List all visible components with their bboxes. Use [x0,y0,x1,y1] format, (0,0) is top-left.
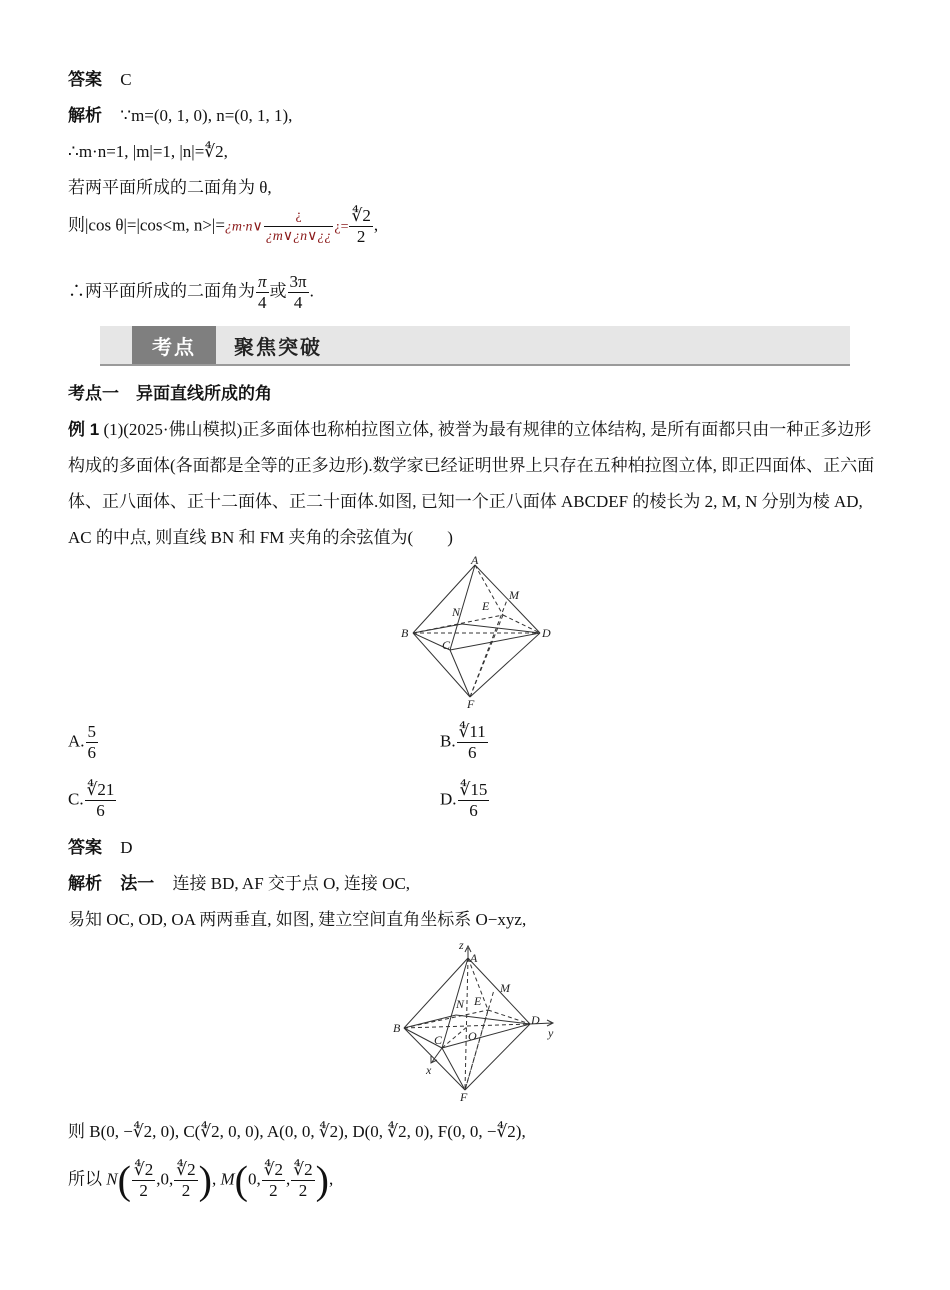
result-den: 2 [356,227,366,246]
N-y-value: 0 [160,1169,170,1189]
option-B-den: 6 [467,743,477,762]
octahedron-figure-1 [395,555,560,710]
label-B: B [401,626,409,640]
option-A-letter: A. [68,731,85,751]
analysis-line-4 [68,206,378,247]
label-F: F [467,697,475,710]
label2-M: M [500,981,510,995]
answer2-analysis-line-1 [68,872,410,896]
option-B-letter: B. [440,731,456,751]
edge2-CF [442,1048,465,1090]
option-C[interactable] [68,780,117,821]
option-B-num: ∜11 [458,722,486,741]
option-A[interactable] [68,722,99,763]
analysis-line-5 [68,272,314,313]
hidden2-BD [404,1024,530,1028]
line4-end: , [373,215,379,235]
option-A-den: 6 [87,743,97,762]
N-z-fraction [174,1160,197,1201]
label2-x: x [426,1063,432,1077]
result-fraction [349,206,372,247]
pi-over-4 [256,272,269,313]
label2-O: O [468,1029,477,1043]
option-B[interactable] [440,722,489,763]
section-heading: 考点一 异面直线所成的角 [68,384,272,403]
x-axis-down [432,1048,442,1062]
option-C-fraction [85,780,117,821]
section-banner [100,326,850,364]
option-A-num: 5 [87,722,97,741]
answer2-line [68,836,133,860]
paren-open-N: ( [117,1157,131,1203]
example-label: 例 1 [68,420,100,439]
3pi4-num: 3π [289,272,307,291]
point-N: N [106,1169,118,1189]
or-text: 或 [269,281,287,301]
option-D-letter: D. [440,789,457,809]
N-x-num: ∜2 [133,1160,154,1179]
label-M: M [509,588,519,602]
label2-D: D [531,1013,540,1027]
M-x-value: 0 [247,1169,257,1189]
option-A-fraction [86,722,99,763]
coordinates-line: 则 B(0, −∜2, 0), C(∜2, 0, 0), A(0, 0, ∜2), D(0, ∜2, 0), F(0, 0, −∜2), [68,1122,526,1141]
label2-z: z [459,940,464,952]
cos-expression: 则|cos θ|=|cos<m, n>|= [68,215,225,235]
paren-close-M: ) [315,1157,329,1203]
analysis-line-1 [68,104,292,128]
line-end: , [328,1169,334,1189]
analysis-text-1: ∵m=(0, 1, 0), n=(0, 1, 1), [120,106,293,125]
M-z-fraction [291,1160,314,1201]
option-D-num: ∜15 [459,780,488,799]
M-y-den: 2 [269,1181,278,1200]
pi4-den: 4 [258,293,267,312]
option-B-fraction [457,722,488,763]
N-z-den: 2 [181,1181,191,1200]
edge2-AD [468,958,530,1024]
octahedron-figure-2 [390,940,565,1110]
N-z-num: ∜2 [176,1160,196,1179]
edge2-CD [442,1024,530,1048]
answer-label: 答案 [68,70,102,89]
norm-fraction [264,206,334,247]
label-A: A [471,555,479,567]
M-z-num: ∜2 [293,1160,313,1179]
label2-C: C [434,1033,443,1047]
edge-AB [413,565,475,633]
label2-y: y [548,1026,554,1040]
edge-DF [470,633,540,697]
option-C-den: 6 [96,801,105,820]
M-z-den: 2 [298,1181,308,1200]
paren-close-N: ) [198,1157,212,1203]
norm-fraction-den: ¿m∨¿n∨¿¿ [265,229,332,244]
answer2-value: D [120,838,133,857]
banner-title: 聚焦突破 [234,334,322,359]
option-C-letter: C. [68,789,84,809]
answer2-label: 答案 [68,838,102,857]
option-C-num: ∜21 [86,780,115,799]
label2-A: A [470,951,478,965]
point-M: M [220,1169,235,1189]
dot-product-text: ¿m·n∨ [224,219,263,235]
label2-N: N [456,997,465,1011]
N-x-fraction [132,1160,155,1201]
3pi4-den: 4 [293,293,303,312]
example-text: (1)(2025·佛山模拟)正多面体也称柏拉图立体, 被誉为最有规律的立体结构, 是所有面都只由一种正多边形构成的多面体(各面都是全等的正多边形).数学家已经证明世界上只存在五种柏拉图立体, 即正四面体、正六面体、正八面体、正十二面体、正二十面体.如图, 已知一个正八面体 ABCDEF 的棱长为 2, M, N 分别为棱 AD, AC 的中点, 则直线 BN 和 FM 夹角的余弦值为( ) [68,420,875,547]
example-problem [68,412,883,556]
option-D-den: 6 [469,801,478,820]
banner-box: 考点 [132,326,216,364]
equals-text: ¿= [334,219,349,235]
label2-B: B [393,1021,401,1035]
comma-3: , [211,1169,217,1189]
analysis-line-3: 若两平面所成的二面角为 θ, [68,178,272,197]
segment-N-D [462,624,540,633]
analysis-line-2: ∴m·n=1, |m|=1, |n|=∜2, [68,142,228,161]
edge-CF [450,650,470,697]
label-D: D [542,626,551,640]
label-N: N [452,605,461,619]
so-text: 所以 [68,1169,102,1189]
3pi-over-4 [288,272,309,313]
answer2-text-1: 连接 BD, AF 交于点 O, 连接 OC, [172,874,411,893]
comma-4: , [256,1169,261,1189]
label-C: C [442,638,451,652]
comma-2: , [169,1169,174,1189]
answer2-analysis-label: 解析 [68,874,102,893]
line5-end: . [309,281,314,301]
N-x-den: 2 [139,1181,148,1200]
label2-F: F [460,1090,468,1104]
label2-E: E [474,994,482,1008]
hidden-edge-ED [503,615,540,633]
M-y-num: ∜2 [263,1160,284,1179]
norm-fraction-num: ¿ [264,206,334,227]
hidden-segment-FM [470,600,507,697]
M-y-fraction [262,1160,285,1201]
answer-value: C [120,70,132,89]
option-D[interactable] [440,780,490,821]
paren-open-M: ( [234,1157,248,1203]
conclusion-text: ∴两平面所成的二面角为 [68,281,255,301]
comma-1: , [156,1169,161,1189]
pi4-num: π [258,272,267,291]
answer2-analysis-line-2: 易知 OC, OD, OA 两两垂直, 如图, 建立空间直角坐标系 O−xyz, [68,910,527,929]
midpoint-line [68,1157,334,1203]
label-E: E [482,599,490,613]
result-num: ∜2 [351,206,371,225]
hidden2-AF [465,958,468,1090]
method-label: 法一 [120,874,155,893]
comma-5: , [286,1169,291,1189]
analysis-label: 解析 [68,106,102,125]
answer-line [68,68,132,92]
option-D-fraction [458,780,490,821]
